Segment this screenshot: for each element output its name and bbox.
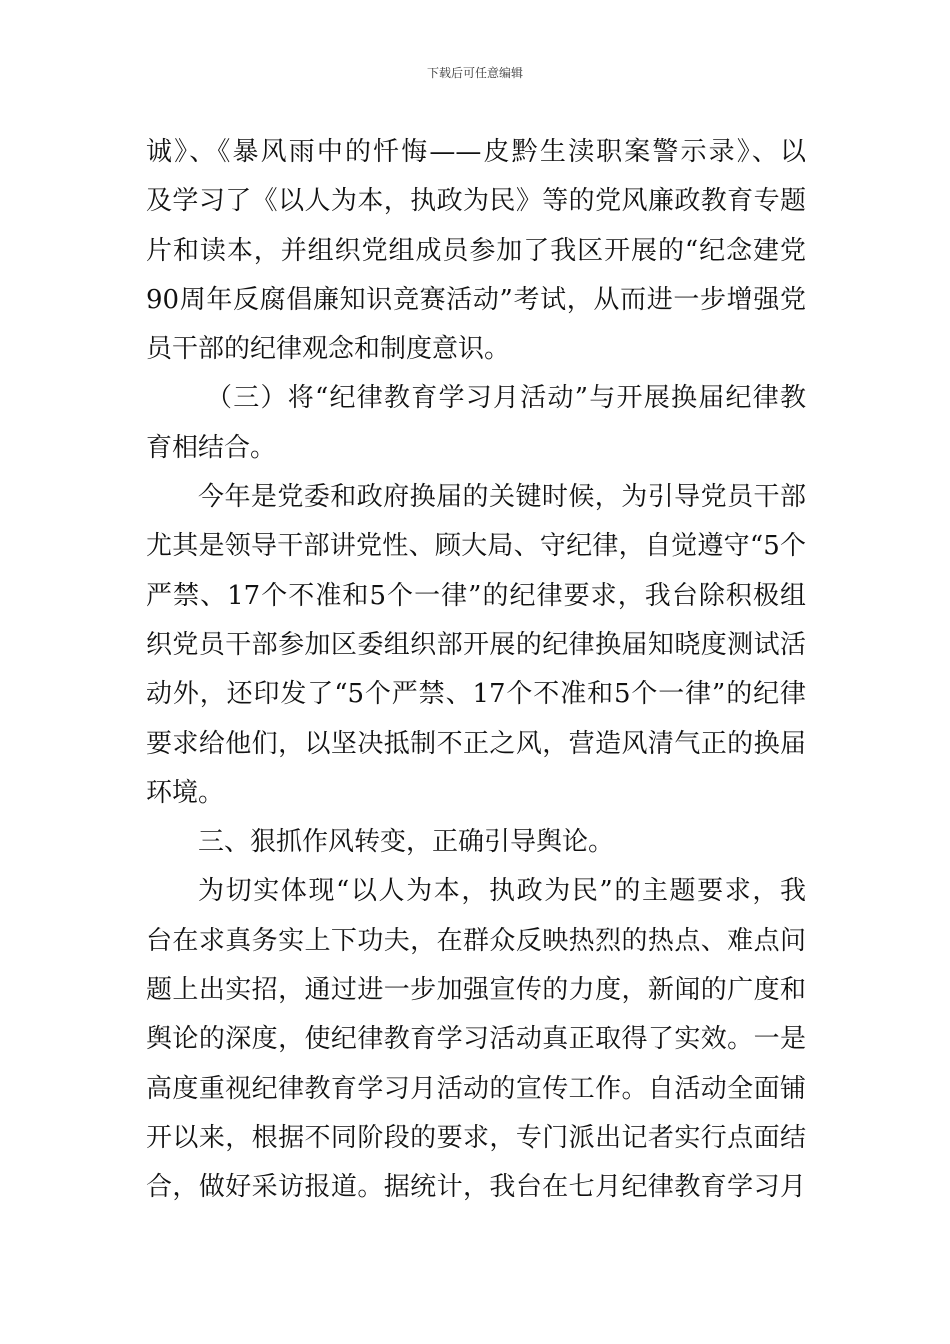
text-line: 尤其是领导干部讲党性、顾大局、守纪律，自觉遵守“5个 — [146, 531, 806, 562]
text-line: 动外，还印发了“5个严禁、17个不准和5个一律”的纪律 — [146, 679, 806, 710]
text-line: 台在求真务实上下功夫，在群众反映热烈的热点、难点问 — [146, 925, 806, 956]
paragraph-start: 为切实体现“以人为本，执政为民”的主题要求，我 — [198, 876, 806, 907]
text-line: 要求给他们，以坚决抵制不正之风，营造风清气正的换届 — [146, 728, 806, 759]
text-line: 高度重视纪律教育学习月活动的宣传工作。自活动全面铺 — [146, 1073, 806, 1104]
text-line: 严禁、17个不准和5个一律”的纪律要求，我台除积极组 — [146, 580, 806, 611]
text-line: 90周年反腐倡廉知识竞赛活动”考试，从而进一步增强党 — [146, 284, 806, 315]
paragraph-start: 今年是党委和政府换届的关键时候，为引导党员干部 — [198, 482, 806, 513]
body-text — [146, 128, 806, 1213]
text-line: 开以来，根据不同阶段的要求，专门派出记者实行点面结 — [146, 1122, 806, 1153]
text-line: 员干部的纪律观念和制度意识。 — [146, 334, 511, 365]
section-heading: （三）将“纪律教育学习月活动”与开展换届纪律教 — [206, 383, 806, 414]
text-line: 舆论的深度，使纪律教育学习活动真正取得了实效。一是 — [146, 1024, 806, 1055]
text-line: 环境。 — [146, 777, 225, 808]
page-header: 下载后可任意编辑 — [426, 66, 523, 80]
text-line: 育相结合。 — [146, 432, 277, 463]
text-line: 片和读本，并组织党组成员参加了我区开展的“纪念建党 — [146, 235, 806, 266]
text-line: 题上出实招，通过进一步加强宣传的力度，新闻的广度和 — [146, 975, 806, 1006]
section-heading: 三、狠抓作风转变，正确引导舆论。 — [198, 827, 615, 858]
text-line: 织党员干部参加区委组织部开展的纪律换届知晓度测试活 — [146, 629, 806, 660]
text-line: 诚》、《暴风雨中的忏悔——皮黔生渎职案警示录》、以 — [146, 137, 806, 167]
text-line: 合，做好采访报道。据统计，我台在七月纪律教育学习月 — [146, 1172, 806, 1203]
text-line: 及学习了《以人为本，执政为民》等的党风廉政教育专题 — [146, 186, 806, 217]
